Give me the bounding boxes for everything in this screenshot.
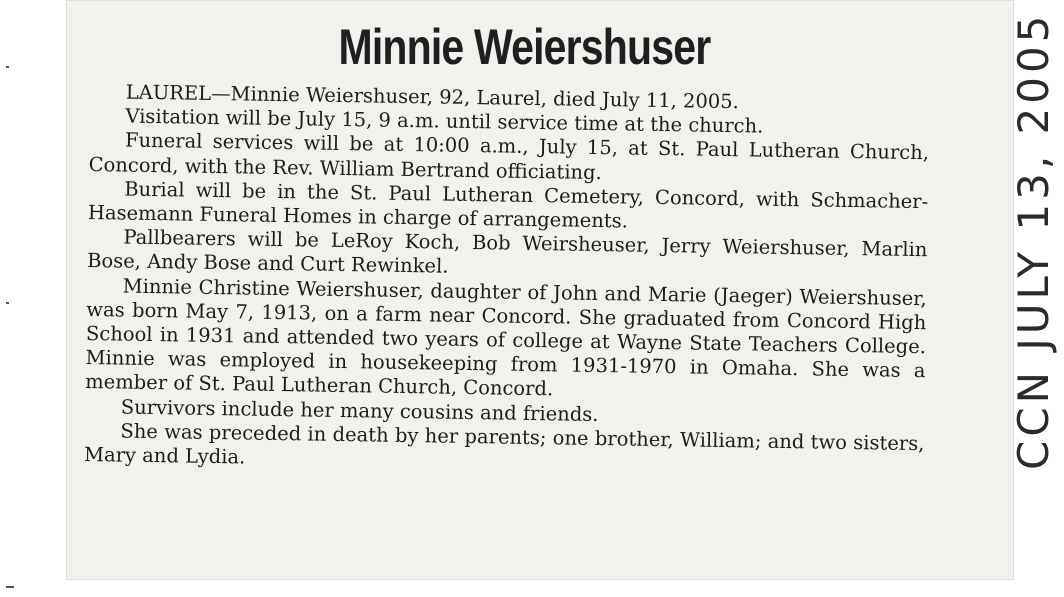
scan-speck xyxy=(6,66,9,68)
paragraph-death: LAUREL—Minnie Weiershuser, 92, Laurel, died July 11, 2005. xyxy=(125,80,740,114)
obituary-body xyxy=(84,80,930,480)
paragraph-burial: Burial will be in the St. Paul Lutheran Cemetery, Concord, with Schmacher-Hasemann Funeral Homes in charge of arrangements. xyxy=(87,177,929,233)
paragraph-preceded: She was preceded in death by her parents; one brother, William; and two sisters, Mary and Lydia. xyxy=(83,419,925,469)
obituary-headline: Minnie Weiershuser xyxy=(338,19,711,75)
paragraph-survivors: Survivors include her many cousins and friends. xyxy=(120,395,599,426)
paragraph-visitation: Visitation will be July 15, 9 a.m. until service time at the church. xyxy=(125,104,764,138)
paragraph-biography: Minnie Christine Weiershuser, daughter of John and Marie (Jaeger) Weiershuser, was born May 7, 1913, on a farm near Concord. She graduated from Concord High School in 1931 and attended two years of college at Wayne State Teachers College. Minnie was employed in housekeeping from 1931-1970 in Omaha. She was a member of St. Paul Lutheran Church, Concord. xyxy=(85,274,927,401)
handwritten-date-note: CCN JULY 13, 2005 xyxy=(1009,11,1058,470)
scan-speck xyxy=(6,586,14,588)
paragraph-funeral: Funeral services will be at 10:00 a.m., July 15, at St. Paul Lutheran Church, Concord, with the Rev. William Bertrand officiating. xyxy=(88,128,930,184)
scan-speck xyxy=(6,302,9,304)
paragraph-pallbearers: Pallbearers will be LeRoy Koch, Bob Weirsheuser, Jerry Weiershuser, Marlin Bose, Andy Bose and Curt Rewinkel. xyxy=(86,225,928,279)
